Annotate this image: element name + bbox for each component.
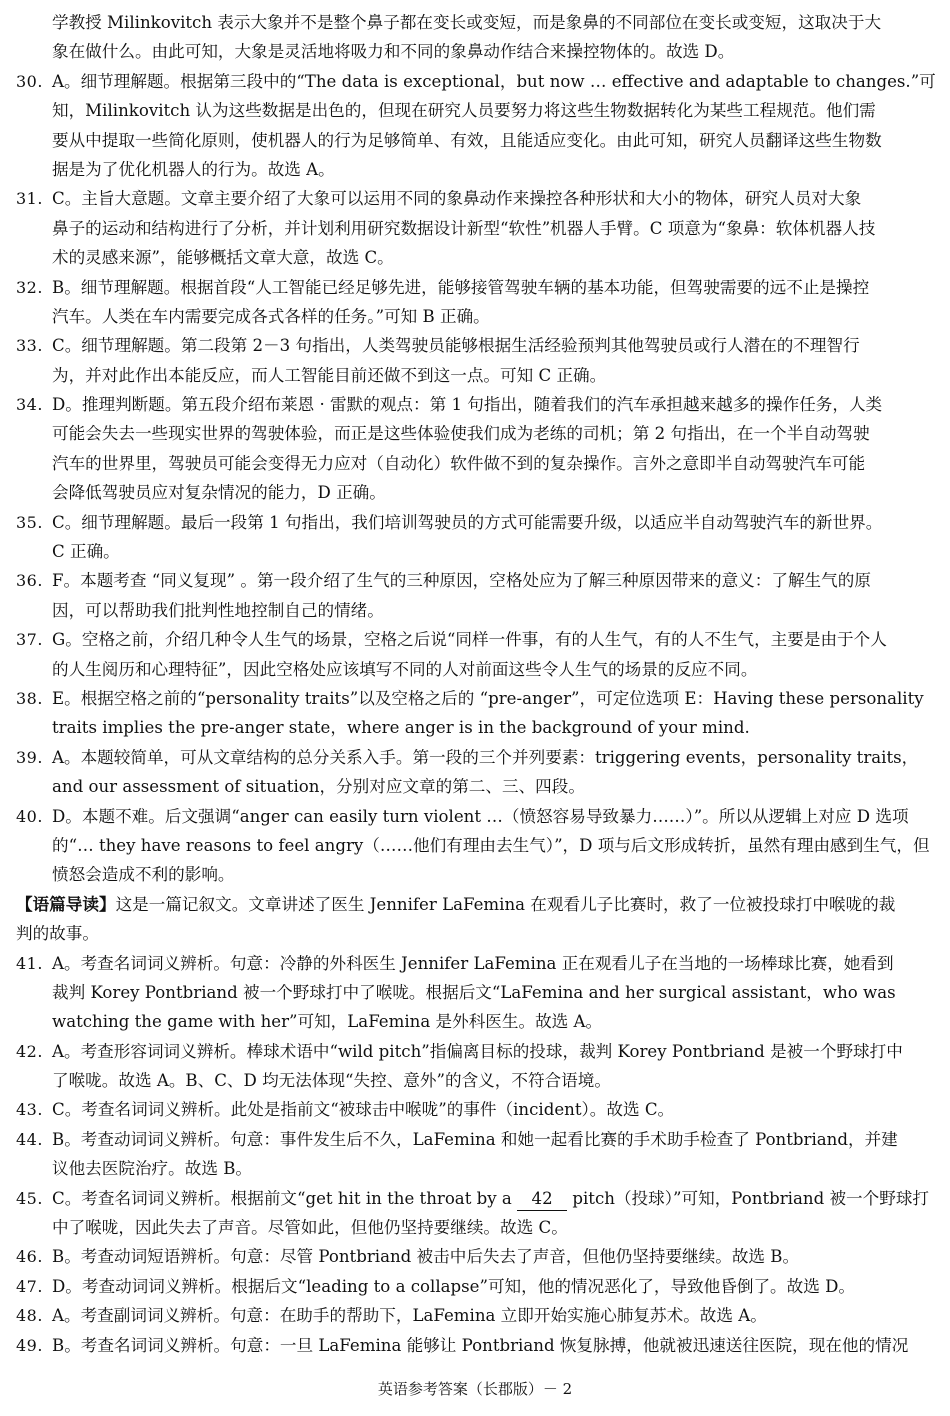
page-footer: 英语参考答案（长郡版）－ 2 bbox=[377, 1380, 573, 1398]
line-text: A。细节理解题。根据第三段中的“The data is exceptional，but now … effective and adaptable to changes.”可 bbox=[52, 71, 936, 91]
item-number: 34. bbox=[16, 395, 43, 415]
line-text: 鼻子的运动和结构进行了分析，并计划利用研究数据设计新型“软性”机器人手臂。C 项意为“象鼻：软体机器人技 bbox=[52, 218, 876, 238]
text-line bbox=[16, 860, 936, 889]
answer-item-line bbox=[16, 1037, 936, 1066]
line-text: 知，Milinkovitch 认为这些数据是出色的，但现在研究人员要努力将这些生物数据转化为某些工程规范。他们需 bbox=[52, 101, 876, 121]
text-line bbox=[16, 478, 936, 507]
line-text: 的“… they have reasons to feel angry（……他们有理由去生气）”，D 项与后文形成转折，虽然有理由感到生气，但 bbox=[52, 835, 930, 855]
answer-item-line bbox=[16, 1331, 936, 1360]
item-number: 48. bbox=[16, 1306, 43, 1326]
fill-blank: 42 bbox=[517, 1188, 567, 1211]
item-number: 40. bbox=[16, 806, 43, 826]
line-text: C。主旨大意题。文章主要介绍了大象可以运用不同的象鼻动作来操控各种形状和大小的物体，研究人员对大象 bbox=[52, 189, 862, 209]
item-number: 38. bbox=[16, 688, 43, 708]
line-text: C。考查名词词义辨析。此处是指前文“被球击中喉咙”的事件（incident）。故选 C。 bbox=[52, 1100, 675, 1120]
text-line bbox=[16, 655, 936, 684]
text-line bbox=[16, 449, 936, 478]
line-text: 为，并对此作出本能反应，而人工智能目前还做不到这一点。可知 C 正确。 bbox=[52, 365, 607, 385]
line-text: F。本题考查 “同义复现” 。第一段介绍了生气的三种原因，空格处应为了解三种原因带来的意义：了解生气的原 bbox=[52, 571, 871, 591]
answer-item-line bbox=[16, 625, 936, 654]
item-number: 44. bbox=[16, 1129, 43, 1149]
text-line bbox=[16, 37, 936, 66]
text-line bbox=[16, 596, 936, 625]
item-number: 43. bbox=[16, 1100, 43, 1120]
line-text: 这是一篇记叙文。文章讲述了医生 Jennifer LaFemina 在观看儿子比赛时，救了一位被投球打中喉咙的裁 bbox=[115, 894, 896, 914]
line-text: B。考查动词短语辨析。句意：尽管 Pontbriand 被击中后失去了声音，但他仍坚持要继续。故选 B。 bbox=[52, 1247, 800, 1267]
text-line bbox=[16, 1213, 936, 1242]
item-number: 45. bbox=[16, 1188, 43, 1208]
line-text: traits implies the pre-anger state，where anger is in the background of your mind. bbox=[52, 718, 750, 738]
text-line bbox=[16, 243, 936, 272]
line-text: 的人生阅历和心理特征”，因此空格处应该填写不同的人对前面这些令人生气的场景的反应不同。 bbox=[52, 659, 758, 679]
line-text: 裁判 Korey Pontbriand 被一个野球打中了喉咙。根据后文“LaFemina and her surgical assistant，who was bbox=[52, 982, 896, 1002]
line-text: B。细节理解题。根据首段“人工智能已经足够先进，能够接管驾驶车辆的基本功能，但驾驶需要的远不止是操控 bbox=[52, 277, 870, 297]
answer-item-line bbox=[16, 390, 936, 419]
text-line bbox=[16, 831, 936, 860]
text-line bbox=[16, 1154, 936, 1183]
answer-item-line bbox=[16, 331, 936, 360]
line-text: 了喉咙。故选 A。B、C、D 均无法体现“失控、意外”的含义，不符合语境。 bbox=[52, 1071, 611, 1091]
line-text: 据是为了优化机器人的行为。故选 A。 bbox=[52, 159, 335, 179]
text-line bbox=[16, 126, 936, 155]
line-text: C。细节理解题。第二段第 2－3 句指出，人类驾驶员能够根据生活经验预判其他驾驶员或行人潜在的不理智行 bbox=[52, 336, 860, 356]
line-text: E。根据空格之前的“personality traits”以及空格之后的 “pre-anger”，可定位选项 E：Having these personality bbox=[52, 688, 924, 708]
text-line bbox=[16, 919, 936, 948]
answer-item-line bbox=[16, 67, 936, 96]
line-text: 汽车的世界里，驾驶员可能会变得无力应对（自动化）软件做不到的复杂操作。言外之意即半自动驾驶汽车可能 bbox=[52, 453, 866, 473]
line-text: 议他去医院治疗。故选 B。 bbox=[52, 1159, 252, 1179]
item-number: 30. bbox=[16, 71, 43, 91]
answer-item-line bbox=[16, 508, 936, 537]
item-number: 41. bbox=[16, 953, 43, 973]
line-text: 术的灵感来源”，能够概括文章大意，故选 C。 bbox=[52, 248, 394, 268]
answer-item-line bbox=[16, 1095, 936, 1124]
answer-item-line bbox=[16, 1125, 936, 1154]
line-text: 象在做什么。由此可知，大象是灵活地将吸力和不同的象鼻动作结合来操控物体的。故选 D。 bbox=[52, 42, 735, 62]
answer-item-line bbox=[16, 1184, 936, 1213]
line-text-pre: C。考查名词词义辨析。根据前文“get hit in the throat by a bbox=[52, 1188, 518, 1208]
answer-item-line bbox=[16, 1242, 936, 1271]
answer-key-document bbox=[16, 8, 936, 1360]
item-number: 49. bbox=[16, 1335, 43, 1355]
line-text: 愤怒会造成不利的影响。 bbox=[52, 865, 235, 885]
text-line bbox=[16, 8, 936, 37]
text-line bbox=[16, 537, 936, 566]
text-line bbox=[16, 361, 936, 390]
text-line bbox=[16, 772, 936, 801]
line-text: D。考查动词词义辨析。根据后文“leading to a collapse”可知，他的情况恶化了，导致他昏倒了。故选 D。 bbox=[52, 1276, 856, 1296]
passage-guide-title: 【语篇导读】 bbox=[16, 893, 116, 914]
line-text: D。本题不难。后文强调“anger can easily turn violent …（愤怒容易导致暴力……）”。所以从逻辑上对应 D 选项 bbox=[52, 806, 909, 826]
answer-item-line bbox=[16, 184, 936, 213]
text-line bbox=[16, 155, 936, 184]
answer-item-line bbox=[16, 743, 936, 772]
item-number: 46. bbox=[16, 1247, 43, 1267]
line-text: D。推理判断题。第五段介绍布莱恩 · 雷默的观点：第 1 句指出，随着我们的汽车承担越来越多的操作任务，人类 bbox=[52, 395, 883, 415]
text-line bbox=[16, 890, 936, 919]
item-number: 39. bbox=[16, 747, 43, 767]
line-text: C 正确。 bbox=[52, 542, 120, 562]
line-text: 汽车。人类在车内需要完成各式各样的任务。”可知 B 正确。 bbox=[52, 306, 490, 326]
line-text: B。考查名词词义辨析。句意：一旦 LaFemina 能够让 Pontbriand 恢复脉搏，他就被迅速送往医院，现在他的情况 bbox=[52, 1335, 909, 1355]
line-text: watching the game with her”可知，LaFemina 是外科医生。故选 A。 bbox=[52, 1012, 603, 1032]
line-text: G。空格之前，介绍几种令人生气的场景，空格之后说“同样一件事，有的人生气，有的人不生气，主要是由于个人 bbox=[52, 630, 887, 650]
answer-item-line bbox=[16, 949, 936, 978]
text-line bbox=[16, 214, 936, 243]
text-line bbox=[16, 302, 936, 331]
item-number: 47. bbox=[16, 1276, 43, 1296]
answer-item-line bbox=[16, 1301, 936, 1330]
item-number: 31. bbox=[16, 189, 43, 209]
answer-item-line bbox=[16, 684, 936, 713]
line-text: and our assessment of situation，分别对应文章的第二、三、四段。 bbox=[52, 777, 585, 797]
text-line bbox=[16, 978, 936, 1007]
line-text: 可能会失去一些现实世界的驾驶体验，而正是这些体验使我们成为老练的司机；第 2 句指出，在一个半自动驾驶 bbox=[52, 424, 870, 444]
answer-item-line bbox=[16, 273, 936, 302]
line-text: A。考查名词词义辨析。句意：冷静的外科医生 Jennifer LaFemina 正在观看儿子在当地的一场棒球比赛，她看到 bbox=[52, 953, 894, 973]
item-number: 42. bbox=[16, 1041, 43, 1061]
line-text: C。细节理解题。最后一段第 1 句指出，我们培训驾驶员的方式可能需要升级，以适应半自动驾驶汽车的新世界。 bbox=[52, 512, 883, 532]
line-text: 因，可以帮助我们批判性地控制自己的情绪。 bbox=[52, 600, 384, 620]
line-text: pitch（投球）”可知，Pontbriand 被一个野球打 bbox=[567, 1188, 930, 1208]
answer-item-line bbox=[16, 802, 936, 831]
line-text: 中了喉咙，因此失去了声音。尽管如此，但他仍坚持要继续。故选 C。 bbox=[52, 1218, 568, 1238]
answer-item-line bbox=[16, 1272, 936, 1301]
item-number: 37. bbox=[16, 630, 43, 650]
item-number: 33. bbox=[16, 336, 43, 356]
line-text: A。考查形容词词义辨析。棒球术语中“wild pitch”指偏离目标的投球，裁判 Korey Pontbriand 是被一个野球打中 bbox=[52, 1041, 903, 1061]
text-line bbox=[16, 1007, 936, 1036]
item-number: 32. bbox=[16, 277, 43, 297]
answer-item-line bbox=[16, 566, 936, 595]
text-line bbox=[16, 713, 936, 742]
line-text: A。本题较简单，可从文章结构的总分关系入手。第一段的三个并列要素：triggering events，personality traits， bbox=[52, 747, 919, 767]
line-text: A。考查副词词义辨析。句意：在助手的帮助下，LaFemina 立即开始实施心肺复苏术。故选 A。 bbox=[52, 1306, 767, 1326]
line-text: 会降低驾驶员应对复杂情况的能力，D 正确。 bbox=[52, 483, 386, 503]
text-line bbox=[16, 419, 936, 448]
line-text: 学教授 Milinkovitch 表示大象并不是整个鼻子都在变长或变短，而是象鼻的不同部位在变长或变短，这取决于大 bbox=[52, 13, 882, 32]
item-number: 35. bbox=[16, 512, 43, 532]
text-line bbox=[16, 1066, 936, 1095]
item-number: 36. bbox=[16, 571, 43, 591]
line-text: B。考查动词词义辨析。句意：事件发生后不久，LaFemina 和她一起看比赛的手术助手检查了 Pontbriand，并建 bbox=[52, 1129, 898, 1149]
text-line bbox=[16, 96, 936, 125]
line-text: 判的故事。 bbox=[16, 924, 99, 944]
line-text: 要从中提取一些简化原则，使机器人的行为足够简单、有效，且能适应变化。由此可知，研究人员翻译这些生物数 bbox=[52, 130, 882, 150]
